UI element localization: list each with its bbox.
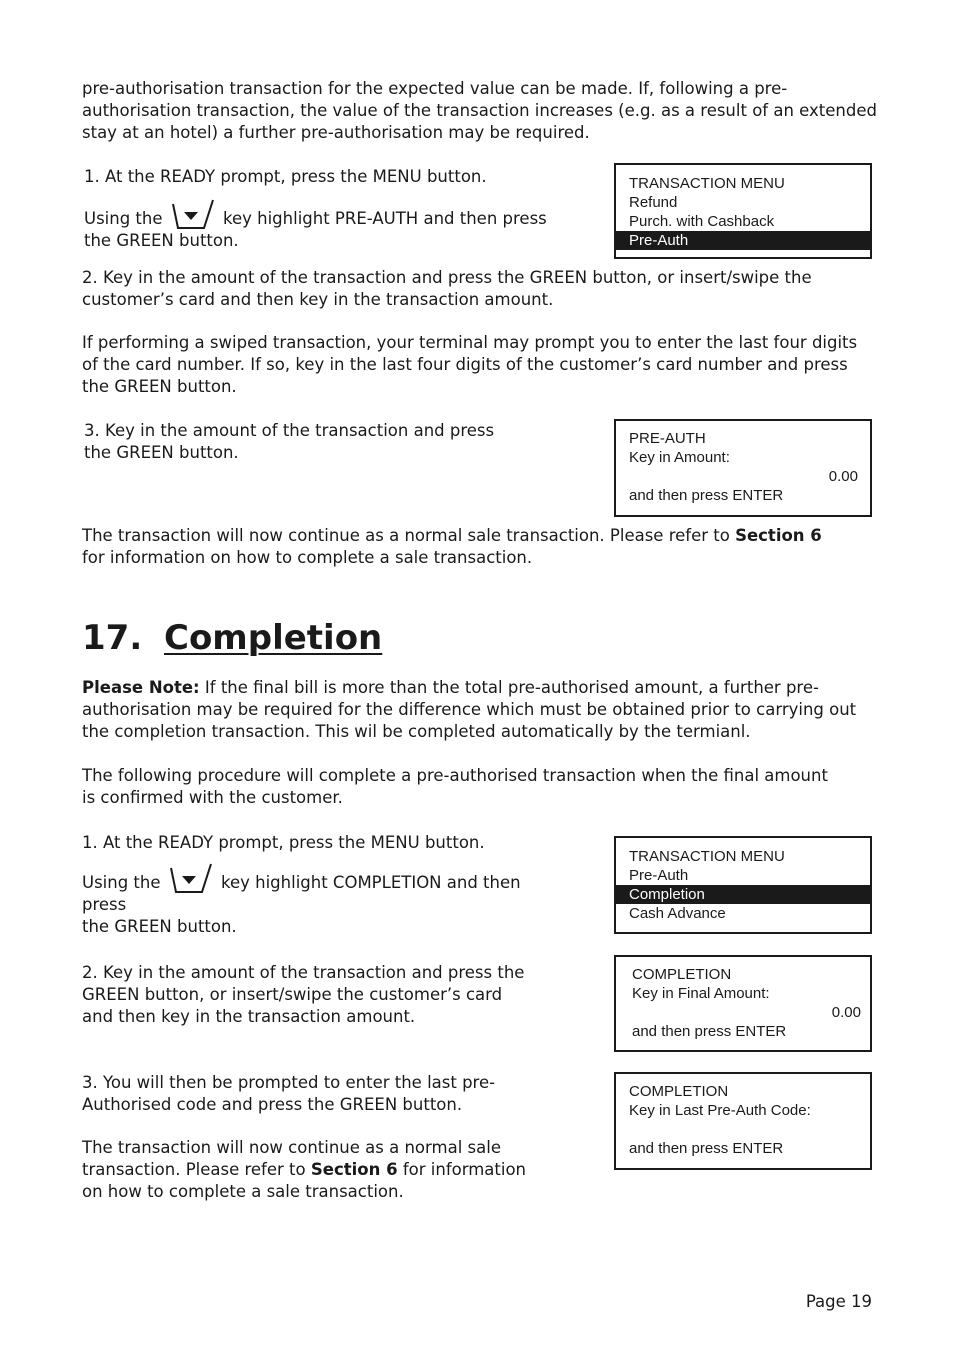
using-line2-text: the GREEN button. — [82, 917, 237, 936]
section-reference: Section 6 — [310, 1160, 398, 1179]
section-reference: Section 6 — [735, 526, 822, 545]
intro-paragraph: pre-authorisation transaction for the expected value can be made. If, following a pre-authorisation transaction, the value of the transaction increases (e.g. as a result of an extended stay at an hotel) a further pre-authorisation may be required. — [82, 79, 877, 142]
using-line2-text: the GREEN button. — [84, 231, 239, 250]
screen-prompt: Key in Last Pre-Auth Code: — [629, 1102, 811, 1119]
preauth-swiped-note: If performing a swiped transaction, your terminal may prompt you to enter the last four digits of the card number. If so, key in the last four digits of the customer’s card number and press the GREEN button. — [82, 333, 858, 396]
completion-step-2: 2. Key in the amount of the transaction and press the GREEN button, or insert/swipe the customer’s card and then key in the transaction amount. — [82, 963, 525, 1026]
screen-line: TRANSACTION MENU — [629, 175, 785, 192]
screen-footer: and then press ENTER — [629, 487, 784, 504]
completion-transaction-menu-screen — [614, 836, 872, 934]
continue-text: for information on how to complete a sale transaction. — [82, 1160, 527, 1201]
screen-prompt: Key in Final Amount: — [632, 985, 770, 1002]
screen-line: Cash Advance — [629, 905, 726, 922]
screen-line: Pre-Auth — [629, 867, 689, 884]
screen-blank-line — [616, 1120, 870, 1139]
completion-step-1: 1. At the READY prompt, press the MENU button. — [82, 833, 485, 852]
completion-using-key — [82, 862, 562, 938]
preauth-amount-screen — [614, 419, 872, 517]
screen-title: COMPLETION — [632, 966, 732, 983]
note-label: Please Note: — [82, 678, 200, 697]
using-after-text: key highlight COMPLETION and then press — [82, 873, 521, 914]
completion-step-3: 3. You will then be prompted to enter the last pre-Authorised code and press the GREEN button. — [82, 1073, 496, 1114]
preauth-using-key — [84, 198, 554, 252]
using-before-text: Using the — [82, 873, 161, 892]
screen-prompt: Key in Amount: — [629, 449, 730, 466]
down-arrow-key-icon — [168, 862, 214, 894]
please-note-paragraph — [82, 677, 877, 743]
screen-line-highlighted: Pre-Auth — [616, 231, 870, 250]
continue-text: for information on how to complete a sale transaction. — [82, 548, 533, 567]
using-before-text: Using the — [84, 209, 163, 228]
section-heading — [82, 614, 382, 662]
completion-code-screen — [614, 1072, 872, 1170]
note-text: If the final bill is more than the total pre-authorised amount, a further pre-authorisation may be required for the difference which must be obtained prior to carrying out the completion transaction. This wil be completed automatically by the termianl. — [82, 678, 857, 741]
section-number: 17. — [82, 618, 143, 658]
preauth-step-3: 3. Key in the amount of the transaction and press the GREEN button. — [84, 421, 495, 462]
screen-footer: and then press ENTER — [629, 1140, 784, 1157]
screen-line: Refund — [629, 194, 678, 211]
preauth-step-1: 1. At the READY prompt, press the MENU button. — [84, 167, 487, 186]
completion-amount-screen — [614, 955, 872, 1052]
page-number: Page 19 — [805, 1292, 872, 1311]
preauth-step-2: 2. Key in the amount of the transaction and press the GREEN button, or insert/swipe the customer’s card and then key in the transaction amount. — [82, 268, 812, 309]
continue-text: The transaction will now continue as a normal sale transaction. Please refer to — [82, 1138, 501, 1179]
preauth-transaction-menu-screen — [614, 163, 872, 259]
screen-title: COMPLETION — [629, 1083, 729, 1100]
completion-continue-paragraph — [82, 1137, 532, 1203]
continue-text: The transaction will now continue as a normal sale transaction. Please refer to — [82, 526, 730, 545]
section-title: Completion — [164, 618, 383, 658]
preauth-continue-paragraph — [82, 525, 842, 569]
screen-amount: 0.00 — [831, 1004, 861, 1021]
using-after-text: key highlight PRE-AUTH and then press — [223, 209, 547, 228]
screen-footer: and then press ENTER — [632, 1023, 787, 1040]
screen-line: TRANSACTION MENU — [629, 848, 785, 865]
screen-title: PRE-AUTH — [629, 430, 706, 447]
screen-line-highlighted: Completion — [616, 885, 870, 904]
screen-amount: 0.00 — [828, 468, 858, 485]
down-arrow-key-icon — [170, 198, 216, 230]
screen-line: Purch. with Cashback — [629, 213, 775, 230]
procedure-paragraph: The following procedure will complete a pre-authorised transaction when the final amount is confirmed with the customer. — [82, 766, 828, 807]
